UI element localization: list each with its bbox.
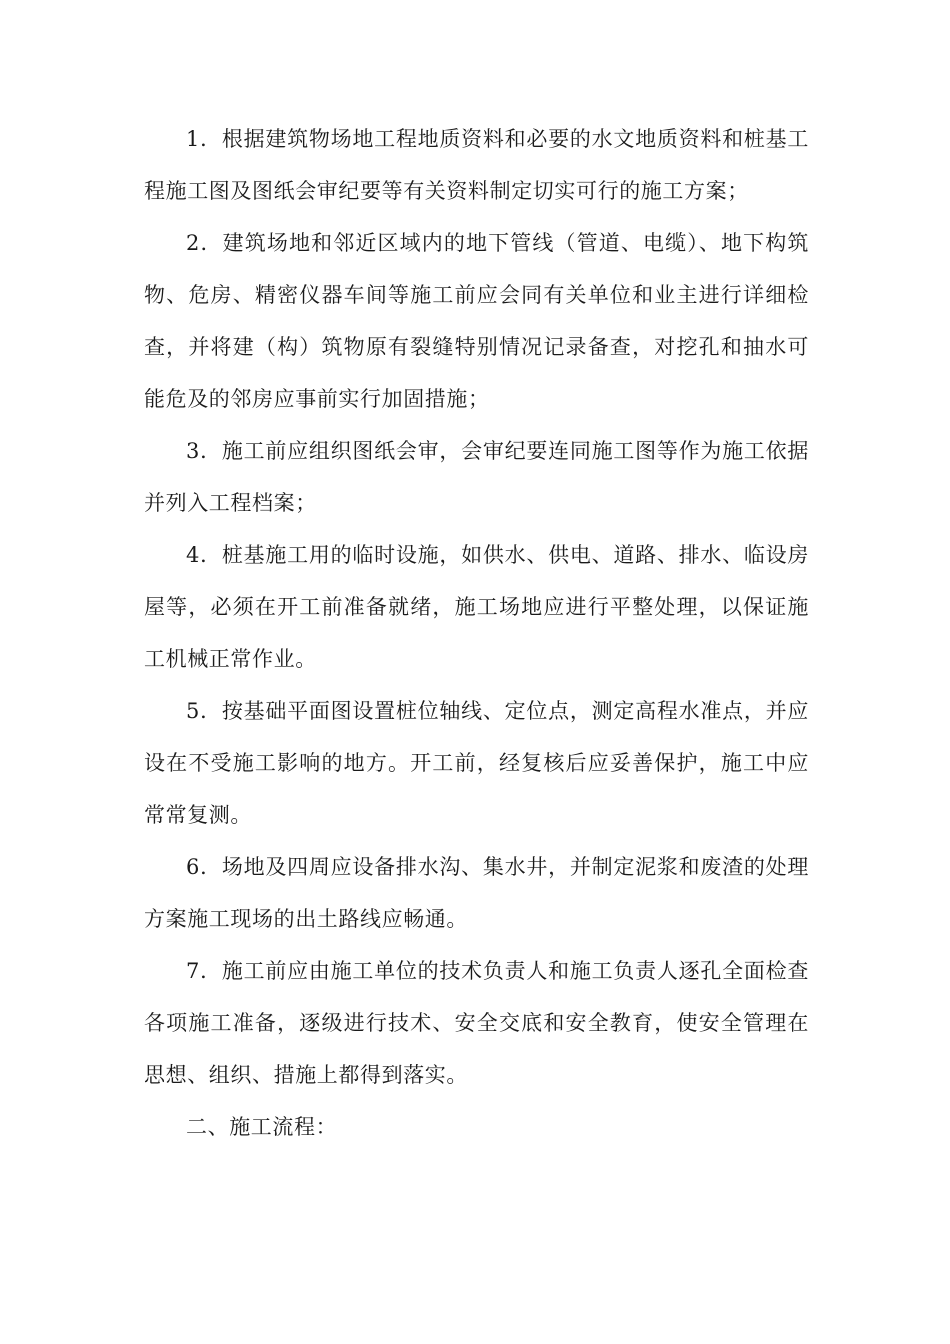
paragraph-item-1: 1．根据建筑物场地工程地质资料和必要的水文地质资料和桩基工程施工图及图纸会审纪要等有关资料制定切实可行的施工方案； xyxy=(144,127,809,203)
paragraph-item-7: 7．施工前应由施工单位的技术负责人和施工负责人逐孔全面检查各项施工准备，逐级进行技术、安全交底和安全教育，使安全管理在思想、组织、措施上都得到落实。 xyxy=(144,959,809,1087)
paragraph-item-2: 2．建筑场地和邻近区域内的地下管线（管道、电缆）、地下构筑物、危房、精密仪器车间等施工前应会同有关单位和业主进行详细检查，并将建（构）筑物原有裂缝特别情况记录备查，对挖孔和抽水可能危及的邻房应事前实行加固措施； xyxy=(144,231,809,411)
paragraph-item-3: 3．施工前应组织图纸会审，会审纪要连同施工图等作为施工依据并列入工程档案； xyxy=(144,439,809,515)
paragraph-item-6: 6．场地及四周应设备排水沟、集水井，并制定泥浆和废渣的处理方案施工现场的出土路线应畅通。 xyxy=(144,855,809,931)
document-body xyxy=(144,113,809,1153)
paragraph-item-5: 5．按基础平面图设置桩位轴线、定位点，测定高程水准点，并应设在不受施工影响的地方。开工前，经复核后应妥善保护，施工中应常常复测。 xyxy=(144,699,809,827)
section-heading-construction-process: 二、施工流程： xyxy=(186,1115,338,1139)
paragraph-item-4: 4．桩基施工用的临时设施，如供水、供电、道路、排水、临设房屋等，必须在开工前准备就绪，施工场地应进行平整处理，以保证施工机械正常作业。 xyxy=(144,543,809,671)
